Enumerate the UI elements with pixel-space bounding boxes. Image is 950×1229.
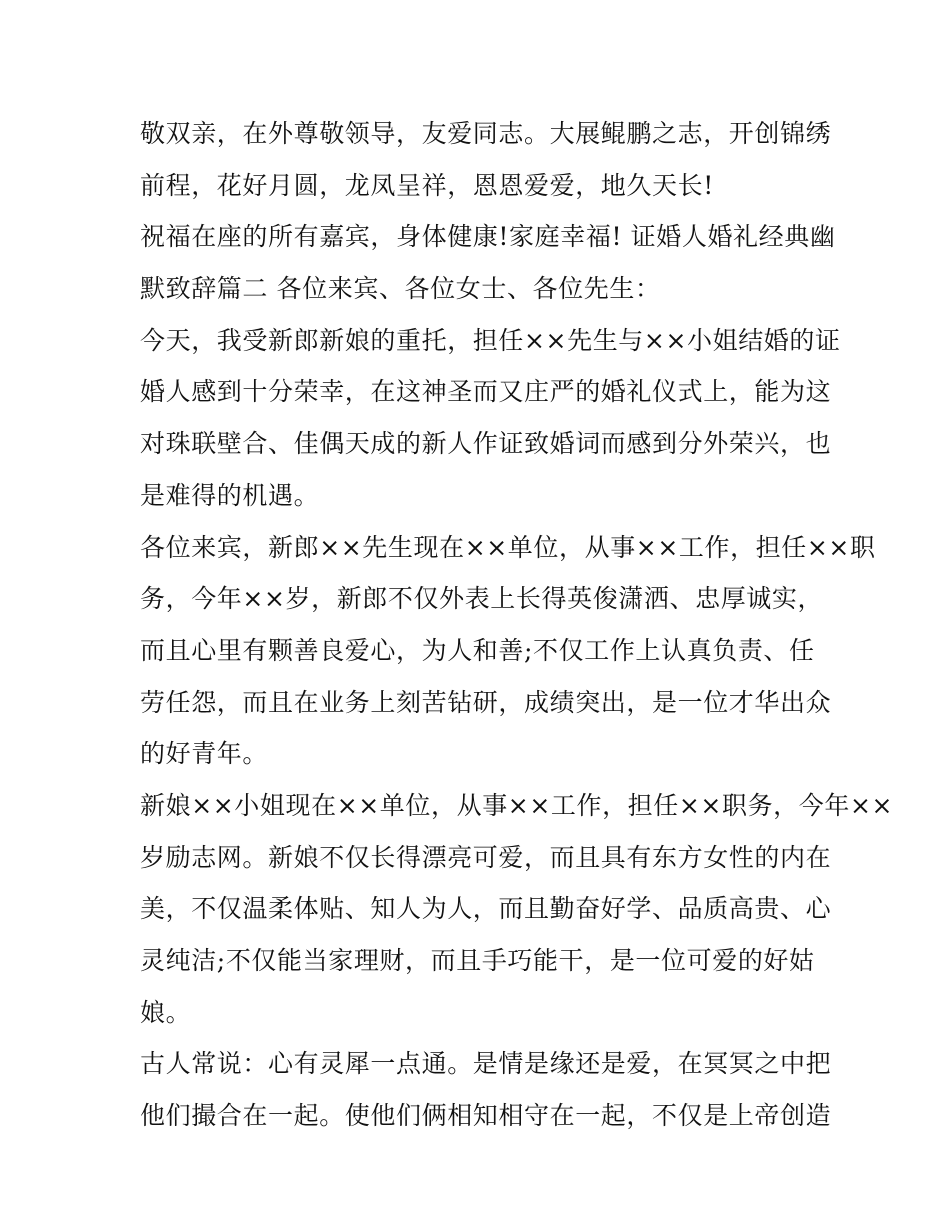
text-line: 敬双亲，在外尊敬领导，友爱同志。大展鲲鹏之志，开创锦绣 <box>140 119 832 148</box>
text-line: 前程，花好月圆，龙凤呈祥，恩恩爱爱，地久天长! <box>140 170 714 200</box>
text-line: 对珠联壁合、佳偶天成的新人作证致婚词而感到分外荣兴，也 <box>140 429 832 459</box>
text-line: 祝福在座的所有嘉宾，身体健康!家庭幸福! 证婚人婚礼经典幽 <box>140 222 836 252</box>
document-body <box>140 108 894 1142</box>
text-line: 新娘××小姐现在××单位，从事××工作，担任××职务，今年×× <box>140 790 894 820</box>
text-line: 劳任怨，而且在业务上刻苦钻研，成绩突出，是一位才华出众 <box>140 687 832 717</box>
text-line: 灵纯洁;不仅能当家理财，而且手巧能干，是一位可爱的好姑 <box>140 946 815 975</box>
text-line: 婚人感到十分荣幸，在这神圣而又庄严的婚礼仪式上，能为这 <box>140 377 832 407</box>
text-line: 今天，我受新郎新娘的重托，担任××先生与××小姐结婚的证 <box>140 325 841 355</box>
text-line: 而且心里有颗善良爱心，为人和善;不仅工作上认真负责、任 <box>140 635 815 665</box>
text-line: 是难得的机遇。 <box>140 480 320 510</box>
text-line: 各位来宾，新郎××先生现在××单位，从事××工作，担任××职 <box>140 532 876 562</box>
text-line: 岁励志网。新娘不仅长得漂亮可爱，而且具有东方女性的内在 <box>140 842 832 872</box>
text-line: 务，今年××岁，新郎不仅外表上长得英俊潇洒、忠厚诚实， <box>140 584 824 614</box>
text-line: 他们撮合在一起。使他们俩相知相守在一起，不仅是上帝创造 <box>140 1101 832 1131</box>
text-line: 古人常说：心有灵犀一点通。是情是缘还是爱，在冥冥之中把 <box>140 1049 832 1079</box>
text-line: 默致辞篇二 各位来宾、各位女士、各位先生： <box>140 274 661 304</box>
text-line: 娘。 <box>140 997 192 1027</box>
text-line: 的好青年。 <box>140 739 269 769</box>
text-line: 美，不仅温柔体贴、知人为人，而且勤奋好学、品质高贵、心 <box>140 894 832 924</box>
